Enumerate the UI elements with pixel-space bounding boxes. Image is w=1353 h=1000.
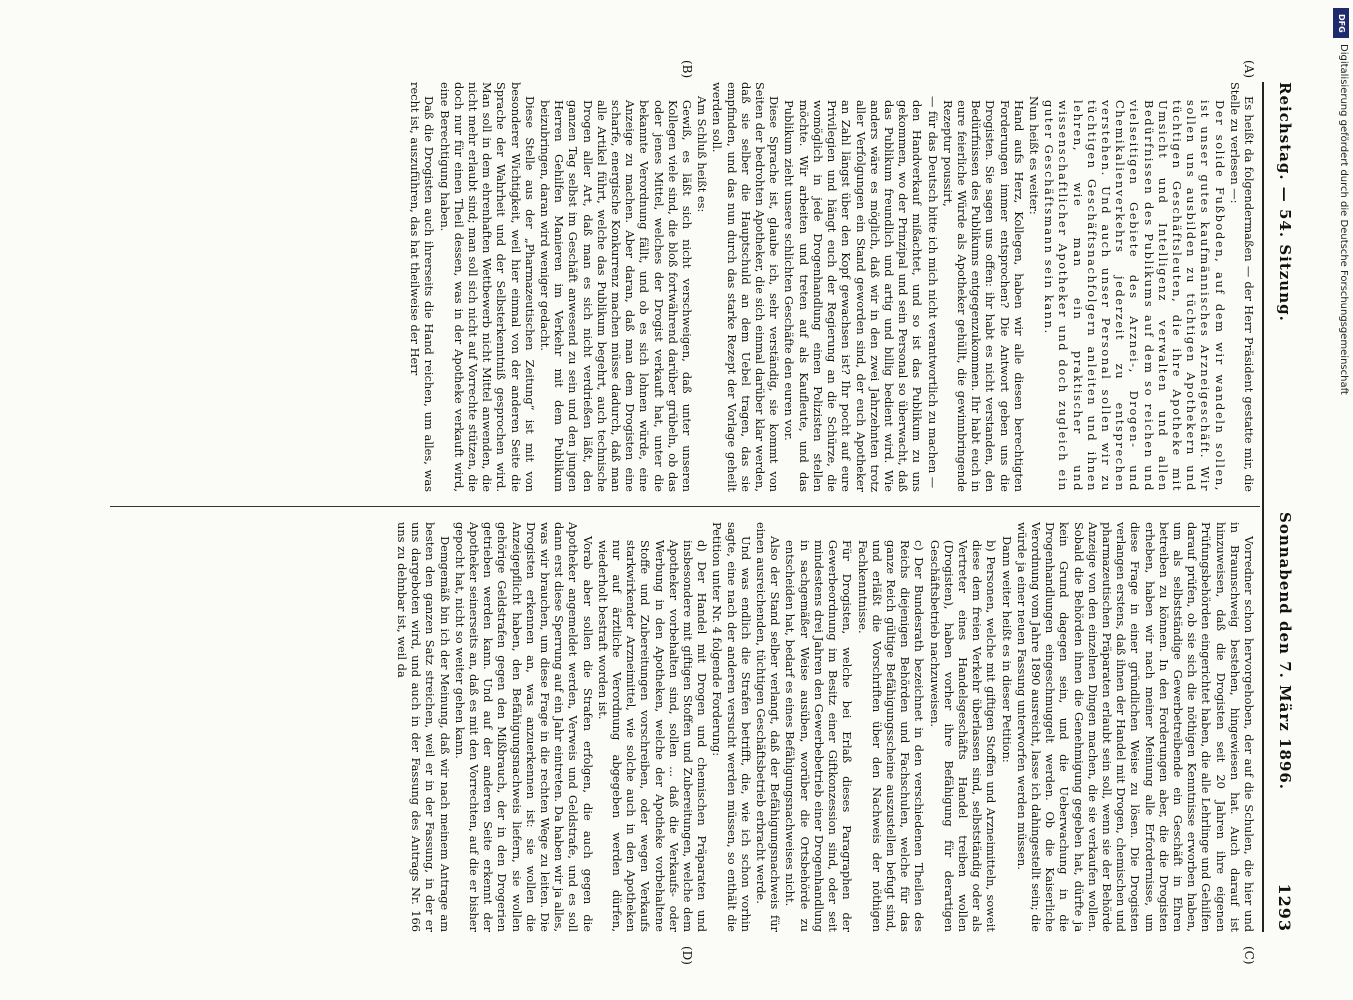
margin-marker-b: (B) (680, 60, 694, 79)
right-column (116, 522, 1256, 932)
page-number: 1293 (1275, 883, 1294, 932)
rotated-page (104, 60, 1294, 965)
paragraph: Und was endlich die Strafen betrifft, die, wie ich schon vorhin sagte, eine nach der anderen versucht werden müssen, so enthält die Petition unter Nr. 4 folgende Forderung: (710, 522, 753, 932)
list-item: b) Personen, welche mit giftigen Stoffen und Arzneimitteln, soweit diese dem freien Verkehr überlassen sind, selbstständig oder als Vertreter eines Handelsgeschäfts Handel treiben wollen (Drogisten), haben vorher ihre Befähigung für derartigen Geschäftsbetrieb nachzuweisen. (927, 540, 999, 932)
paragraph: Dann weiter heißt es in dieser Petition: (999, 536, 1014, 763)
list-item: c) Der Bundesrath bezeichnet in den verschiedenen Theilen des Reichs diejenigen Behörden und Fachschulen, welche für das ganze Reich gültige Befähigungsscheine auszustellen befugt sind, und erläßt die Vorschriften über den Nachweis der nöthigen Fachkenntnisse. (855, 540, 927, 932)
page-header (1264, 82, 1294, 932)
digitization-sidebar (1332, 8, 1350, 648)
quote-paragraph: den Handverkauf mißachtet, und so ist das Publikum zu uns gekommen, wo der Prinzipal und sein Personal so überwacht, daß das Publikum freundlich und artig und billig bedient wird. Wie anders wäre es möglich, daß wir in den zwei Jahrzehnten trotz aller Verfolgungen ein Stand geworden sind, der euch Apotheker an Zahl längst über den Kopf gewachsen ist? Ihr pocht auf eure Privilegien und hängt euch der Regierung an die Schürze, die womöglich in jede Drogenhandlung einen Polizisten stellen möchte. Wir arbeiten und treten auf als Kaufleute, und das Publikum zieht unsere schlichten Geschäfte den euren vor. (782, 100, 925, 492)
header-left: Reichstag. — 54. Sitzung. (1276, 82, 1294, 322)
funding-credit: Digitalisierung gefördert durch die Deutsche Forschungsgemeinschaft (1338, 44, 1349, 395)
paragraph: Diese Stelle aus der „Pharmazeutischen Zeitung“ ist mit von besonderer Wichtigkeit, weil hier einmal von der anderen Seite die Sprache der Wahrheit und der Selbsterkenntniß gesprochen wird. Man soll in dem ehrenhaften Wettbewerb nicht Mittel anwenden, die nicht mehr erlaubt sind; man soll sich nicht auf Vorrechte stützen, die doch nur für einen Theil dessen, was in der Apotheke verkauft wird, eine Berechtigung haben. (437, 82, 537, 492)
paragraph: Demgemäß bin ich der Meinung, daß wir nach meinem Antrage am besten den ganzen Satz streichen, weil er in der Fassung, in der er uns dargeboten wird, und auch in der Fassung des Antrags Nr. 166 uns zu dehnbar ist, weil da (395, 522, 452, 932)
paragraph: Am Schluß heißt es: (695, 96, 710, 213)
header-right: Sonnabend den 7. März 1896. (1276, 512, 1294, 790)
paragraph: Vorab aber sollen die Strafen erfolgen, die auch gegen die Apotheker angemeldet werden, Verweis und Geldstrafe, und es soll dann erst diese Sperrung auf ein Jahr eintreten. Da haben wir ja alles, was wir brauchen, um diese Frage in die rechten Wege zu leiten. Die Drogisten erkennen an, was anzuerkennen ist: sie wollen die Anzeigepflicht haben, den Befähigungsnachweis liefern, sie wollen gehörige Geldstrafen gegen den Mißbrauch, der in den Drogerien getrieben werden kann. Und auf der anderen Seite erkennt der Apotheker seinerseits an, daß es mit den Vorrechten, auf die er bisher gepocht hat, nicht so weiter gehen kann. (452, 522, 595, 932)
paragraph: Also der Stand selber verlangt, daß der Befähigungsnachweis für einen ausreichenden, tüchtigen Geschäftsbetrieb erbracht werde. (754, 522, 783, 932)
left-column (116, 82, 1256, 492)
quote-paragraph: Hand aufs Herz, Kollegen, haben wir alle diesen berechtigten Forderungen immer entsprochen? Die Antwort geben uns die Drogisten. Sie sagen uns offen: ihr habt es nicht verstanden, den Bedürfnissen des Publikums entgegenzukommen. Ihr habt euch in eure feierliche Würde als Apotheker gehüllt, die gewinnbringende Rezeptur poussirt, (940, 100, 1026, 492)
column-divider (110, 506, 1260, 507)
margin-marker-a: (A) (1242, 60, 1256, 79)
paragraph: Es heißt da folgendermaßen — der Herr Präsident gestatte mir, die Stelle zu verlesen —: (1227, 82, 1256, 492)
paragraph: Für Drogisten, welche bei Erlaß dieses Paragraphen der Gewerbeordnung im Besitz einer Giftkonzession sind, oder seit mindestens drei Jahren den Gewerbebetrieb einer Drogenhandlung in sachgemäßer Weise ausüben, worüber die Ortsbehörde zu entscheiden hat, bedarf es eines Befähigungsnachweises nicht. (783, 540, 855, 932)
margin-marker-d: (D) (680, 946, 694, 965)
paragraph: Daß die Drogisten auch ihrerseits die Hand reichen, um alles, was recht ist, auszuführen, das hat theilweise der Herr (408, 82, 437, 492)
quote-paragraph: Der solide Fußboden, auf dem wir wandeln sollen, ist unser gutes kaufmännisches Arzneigeschäft. Wir sollen uns ausbilden zu tüchtigen Apothekern und tüchtigen Geschäftsleuten, die ihre Apotheke mit Umsicht und Intelligenz verwalten und allen Bedürfnissen des Publikums auf dem so reichen und vielseitigen Gebiete des Arznei-, Drogen- und Chemikalienverkehrs jederzeit zu entsprechen verstehen. Und auch unser Personal sollen wir zu tüchtigen Geschäftsnachfolgern anleiten und ihnen lehren, wie man ein praktischer und wissenschaftlicher Apotheker und doch zugleich ein guter Geschäftsmann sein kann. (1042, 100, 1227, 492)
list-item: d) Der Handel mit Drogen und chemischen Präparaten und insbesondere mit giftigen Stoffen und Zubereitungen, welche dem Apotheker vorbehalten sind, sollen ... daß die Verkaufs- oder Werbung in den Apotheken, welche der Apotheke vorbehaltene Stoffe und Zubereitungen vorschreiben, oder wegen Verkaufs starkwirkender Arzneimittel, wie solche auch in den Apotheken nur auf ärztliche Verordnung abgegeben werden dürfen, wiederholt bestraft worden ist. (595, 540, 710, 932)
paragraph: Nun heißt es weiter: (1026, 96, 1041, 215)
margin-marker-c: (C) (1242, 946, 1256, 965)
quote-paragraph: Gewiß, es läßt sich nicht verschweigen, daß unter unseren Kollegen viele sind, die bloß fortwährend darüber grübeln, ob das oder jenes Mittel, welches der Drogist verkauft hat, unter die bekannte Verordnung fällt, und ob es sich lohnen würde, eine Anzeige zu machen. Aber daran, daß man dem Drogisten eine scharfe, energische Konkurrenz machen müsse dadurch, daß man alle Artikel führt, welche das Publikum begehrt, auch technische Drogen aller Art, daß man es sich nicht verdrießen läßt, den ganzen Tag selbst im Geschäft anwesend zu sein und den jungen Herren Gehilfen Manieren im Verkehr mit dem Publikum beizubringen, daran wird weniger gedacht. (538, 100, 695, 492)
header-rule (1262, 82, 1264, 932)
dfg-logo: DFG (1333, 8, 1349, 38)
paragraph: Vorredner schon hervorgehoben, der auf die Schulen, die hier und in Braunschweig bestehen, hingewiesen hat. Auch darauf ist hinzuweisen, daß die Drogisten seit 20 Jahren ihre eigenen Prüfungsbehörden eingerichtet haben, die alle Lehrlinge und Gehilfen darauf prüfen, ob sie sich die nöthigen Kenntnisse erworben haben, um als selbstständige Gewerbetreibende ein Geschäft in Ehren betreiben zu können. In den Forderungen aber, die die Drogisten erheben, haben wir nach meiner Meinung alle Erfordernisse, um diese Frage in einer gründlichen Weise zu lösen. Die Drogisten verlangen erstens, daß ihnen der Handel mit Drogen, chemischen und pharmazeutischen Präparaten erlaubt sein soll, wenn sie der Behörde Anzeige von den einzelnen Dingen machen, die sie verkaufen wollen. Sobald die Behörden ihnen die Genehmigung gegeben hat, dürfte ja kein Grund dagegen sein, und die Ueberwachung in die Drogenhandlungen eingeschmuggelt werden. Ob die Kaiserliche Verordnung vom Jahre 1890 ausreicht, lasse ich dahingestellt sein; die würde ja einer neuen Fassung unterworfen werden müssen. (1014, 522, 1256, 932)
paragraph: — für das Deutsch bitte ich mich nicht verantwortlich zu machen — (925, 96, 940, 489)
paragraph: Diese Sprache ist, glaube ich, sehr verständig, sie kommt von Seiten der bedrohten Apotheker, die sich einmal darüber klar werden, daß sie selber die Hauptschuld an dem Uebel tragen, das sie empfinden, und das nun durch das starke Rezept der Vorlage geheilt werden soll. (710, 82, 782, 492)
